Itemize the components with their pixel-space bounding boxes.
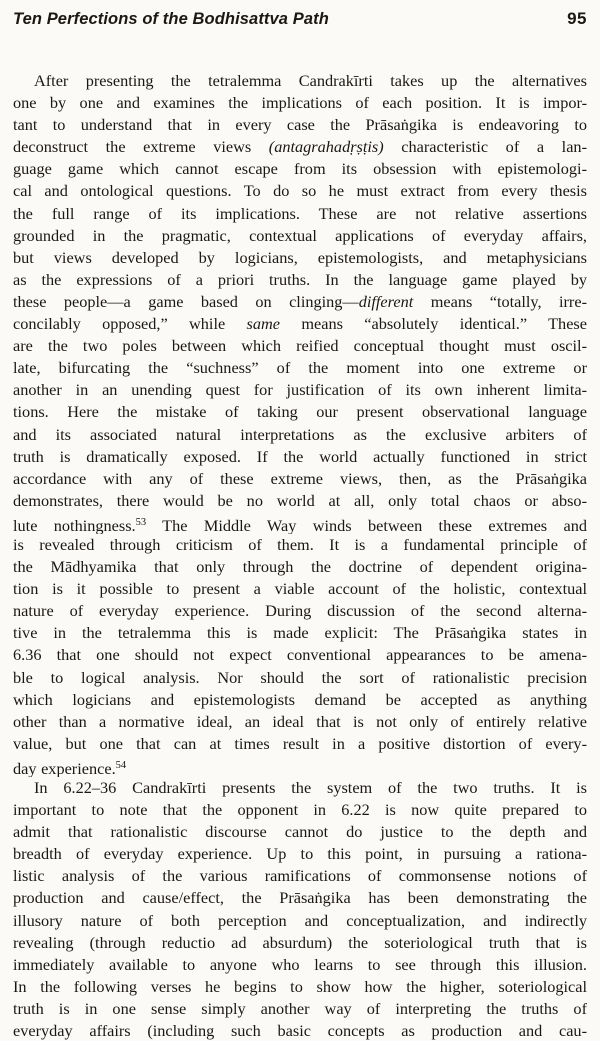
- text-line: [13, 357, 587, 379]
- text-segment: tions. Here the mistake of taking our present observational language: [13, 402, 587, 422]
- text-line: [13, 667, 587, 689]
- text-segment: admit that rationalistic discourse cannot do justice to the depth and: [13, 822, 587, 842]
- text-segment: everyday affairs (including such basic concepts as production and cau-: [13, 1021, 587, 1041]
- text-segment: tive in the tetralemma this is made explicit: The Prāsaṅgika states in: [13, 623, 587, 643]
- text-segment: guage game which cannot escape from its obsession with epistemologi-: [13, 159, 587, 179]
- text-segment: deconstruct the extreme views: [13, 137, 269, 157]
- text-segment: important to note that the opponent in 6.22 is now quite prepared to: [13, 800, 587, 820]
- text-segment: grounded in the pragmatic, contextual applications of everyday affairs,: [13, 225, 587, 245]
- text-segment: is revealed through criticism of them. It is a fundamental principle of: [13, 534, 587, 554]
- text-segment: tant to understand that in every case the Prāsaṅgika is endeavoring to: [13, 115, 587, 135]
- text-line: [13, 401, 587, 423]
- text-segment: ble to logical analysis. Nor should the sort of rationalistic precision: [13, 667, 587, 687]
- text-segment: other than a normative ideal, an ideal that is not only of entirely relative: [13, 711, 587, 731]
- text-line: [13, 1020, 587, 1041]
- text-segment: listic analysis of the various ramifications of commonsense notions of: [13, 866, 587, 886]
- text-line: [13, 490, 587, 512]
- text-line: [13, 887, 587, 909]
- text-segment: but views developed by logicians, epistemologists, and metaphysicians: [13, 247, 587, 267]
- text-line: [13, 379, 587, 401]
- text-segment: these people—a game based on clinging—: [13, 291, 359, 311]
- text-line: [13, 998, 587, 1020]
- paragraph: [13, 70, 587, 777]
- text-line: [13, 865, 587, 887]
- text-line: [13, 556, 587, 578]
- text-segment: the Mādhyamika that only through the doctrine of dependent origina-: [13, 557, 587, 577]
- text-segment: as the expressions of a priori truths. In the language game played by: [13, 269, 587, 289]
- text-segment: lute nothingness.: [13, 515, 136, 534]
- text-segment: concilably opposed,” while: [13, 314, 247, 334]
- text-line: [13, 136, 587, 158]
- text-segment: truth is dramatically exposed. If the world actually functioned in strict: [13, 446, 587, 466]
- text-segment: After presenting the tetralemma Candrakīrti takes up the alternatives: [34, 71, 587, 90]
- text-line: [13, 733, 587, 755]
- text-line: [13, 689, 587, 711]
- text-segment: different: [358, 291, 414, 311]
- text-line: [13, 180, 587, 202]
- text-segment: (antagrahadṛṣṭis): [268, 137, 384, 157]
- text-line: [13, 976, 587, 998]
- text-line: [13, 468, 587, 490]
- text-line: [13, 424, 587, 446]
- text-line: [13, 158, 587, 180]
- text-segment: In 6.22–36 Candrakīrti presents the system of the two truths. It is: [34, 778, 587, 797]
- text-line: [13, 578, 587, 600]
- text-line: [13, 203, 587, 225]
- text-segment: demonstrates, there would be no world at all, only total chaos or abso-: [13, 490, 587, 510]
- text-segment: same: [246, 314, 280, 334]
- page-body: [13, 70, 587, 1041]
- text-segment: one by one and examines the implications of each position. It is impor-: [13, 93, 587, 113]
- text-line: [13, 821, 587, 843]
- text-segment: 6.36 that one should not expect conventional appearances to be amena-: [13, 645, 587, 665]
- text-line: [13, 799, 587, 821]
- text-line: [13, 932, 587, 954]
- text-line: [13, 247, 587, 269]
- text-segment: another in an unending quest for justification of its own inherent limita-: [13, 380, 587, 400]
- text-line: [13, 269, 587, 291]
- text-segment: In the following verses he begins to show how the higher, soteriological: [13, 976, 587, 996]
- text-segment: cal and ontological questions. To do so he must extract from every thesis: [13, 181, 587, 201]
- text-segment: illusory nature of both perception and conceptualization, and indirectly: [13, 910, 587, 930]
- text-segment: characteristic of a lan-: [383, 137, 587, 157]
- text-segment: accordance with any of these extreme views, then, as the Prāsaṅgika: [13, 468, 587, 488]
- text-line: [13, 755, 587, 777]
- text-segment: immediately available to anyone who learns to see through this illusion.: [13, 954, 587, 974]
- text-line: [13, 70, 587, 92]
- text-line: [13, 777, 587, 799]
- text-line: [13, 92, 587, 114]
- text-segment: and its associated natural interpretations as the exclusive arbiters of: [13, 424, 587, 444]
- text-segment: the full range of its implications. These are not relative assertions: [13, 203, 587, 223]
- text-line: [13, 644, 587, 666]
- text-segment: tion is it possible to present a viable account of the holistic, contextual: [13, 579, 587, 599]
- text-line: [13, 600, 587, 622]
- running-header: [13, 9, 587, 30]
- text-segment: value, but one that can at times result in a positive distortion of every-: [13, 733, 587, 753]
- text-line: [13, 843, 587, 865]
- text-segment: truth is in one sense simply another way of interpreting the truths of: [13, 998, 587, 1018]
- text-segment: production and cause/effect, the Prāsaṅgika has been demonstrating the: [13, 888, 587, 908]
- text-segment: are the two poles between which reified conceptual thought must oscil-: [13, 336, 587, 356]
- text-line: [13, 225, 587, 247]
- text-segment: breadth of everyday experience. Up to this point, in pursuing a rationa-: [13, 844, 587, 864]
- footnote-reference: 54: [115, 759, 127, 771]
- text-line: [13, 534, 587, 556]
- text-line: [13, 622, 587, 644]
- text-line: [13, 313, 587, 335]
- text-line: [13, 291, 587, 313]
- text-line: [13, 446, 587, 468]
- text-line: [13, 114, 587, 136]
- running-header-title: Ten Perfections of the Bodhisattva Path: [13, 10, 329, 28]
- text-segment: day experience.: [13, 758, 116, 777]
- text-line: [13, 335, 587, 357]
- paragraph: [13, 777, 587, 1041]
- page-number: 95: [567, 9, 587, 28]
- text-line: [13, 910, 587, 932]
- text-segment: means “absolutely identical.” These: [280, 314, 587, 334]
- text-segment: late, bifurcating the “suchness” of the moment into one extreme or: [13, 358, 587, 378]
- text-line: [13, 954, 587, 976]
- text-line: [13, 711, 587, 733]
- text-segment: which logicians and epistemologists demand be accepted as anything: [13, 689, 587, 709]
- footnote-reference: 53: [135, 516, 147, 528]
- text-line: [13, 512, 587, 534]
- text-segment: The Middle Way winds between these extremes and: [146, 515, 587, 534]
- text-segment: means “totally, irre-: [413, 291, 587, 311]
- text-segment: revealing (through reductio ad absurdum) the soteriological truth that is: [13, 932, 587, 952]
- text-segment: nature of everyday experience. During discussion of the second alterna-: [13, 601, 587, 621]
